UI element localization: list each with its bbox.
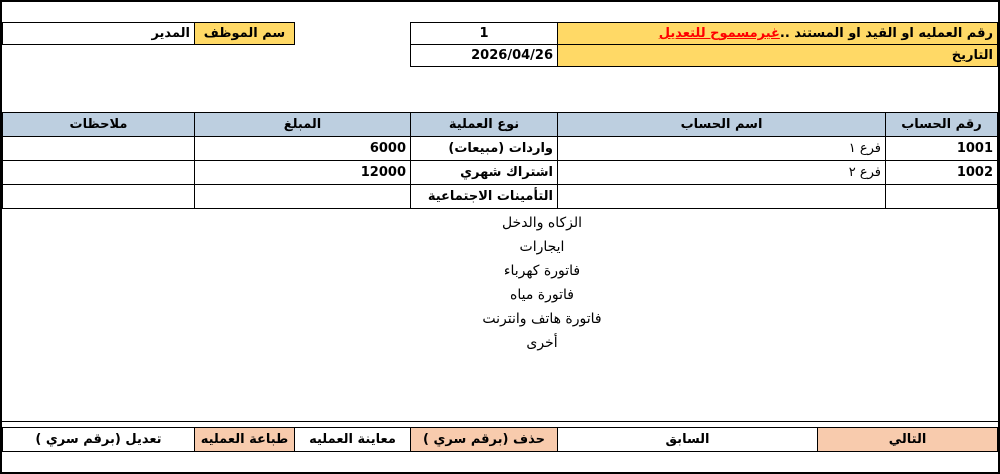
preview-button[interactable]: معاينة العمليه	[295, 428, 411, 452]
employee-name-label: سم الموظف	[195, 23, 295, 45]
operation-number-cell: 1	[411, 23, 558, 45]
previous-button[interactable]: السابق	[558, 428, 818, 452]
operation-type-cell[interactable]: واردات (مبيعات)	[411, 137, 558, 161]
amount-cell[interactable]	[195, 185, 411, 209]
operation-type-option[interactable]: فاتورة مياه	[510, 287, 574, 303]
list-box-bottom-border	[2, 421, 998, 422]
table-header-row	[3, 113, 998, 137]
amount-cell[interactable]: 12000	[195, 161, 411, 185]
operation-type-cell[interactable]: اشتراك شهري	[411, 161, 558, 185]
operation-type-option[interactable]: الزكاه والدخل	[501, 215, 583, 231]
manager-name-cell[interactable]: المدير	[3, 23, 195, 45]
account-number-cell[interactable]: 1002	[886, 161, 998, 185]
delete-button[interactable]: حذف (برقم سري )	[411, 428, 558, 452]
operation-number-label-text: رقم العمليه او القيد او المستند ..	[779, 26, 993, 41]
notes-cell[interactable]	[3, 137, 195, 161]
operation-type-cell[interactable]: التأمينات الاجتماعية	[411, 185, 558, 209]
next-button[interactable]: التالي	[818, 428, 998, 452]
header-operation-type: نوع العملية	[411, 113, 558, 137]
operation-type-option[interactable]: أخرى	[526, 335, 558, 351]
operation-type-option[interactable]: ايجارات	[519, 239, 565, 255]
operations-table	[2, 112, 998, 209]
account-name-cell[interactable]: فرع ١	[558, 137, 886, 161]
account-number-cell[interactable]	[886, 185, 998, 209]
operation-type-option[interactable]: فاتورة هاتف وانترنت	[482, 311, 602, 327]
table-row	[3, 185, 998, 209]
header-amount: المبلغ	[195, 113, 411, 137]
print-button[interactable]: طباعة العمليه	[195, 428, 295, 452]
amount-cell[interactable]: 6000	[195, 137, 411, 161]
notes-cell[interactable]	[3, 185, 195, 209]
header-account-number: رقم الحساب	[886, 113, 998, 137]
date-label: التاريخ	[558, 45, 998, 67]
employee-name-block	[2, 22, 295, 45]
table-row	[3, 161, 998, 185]
header-account-name: اسم الحساب	[558, 113, 886, 137]
operation-number-label	[558, 23, 998, 45]
edit-button[interactable]: تعديل (برقم سري )	[3, 428, 195, 452]
operation-type-list	[422, 211, 662, 355]
no-edit-warning: غيرمسموح للتعديل	[658, 26, 780, 41]
account-number-cell[interactable]: 1001	[886, 137, 998, 161]
operation-header-block	[410, 22, 998, 67]
operation-type-option[interactable]: فاتورة كهرباء	[503, 263, 581, 279]
header-notes: ملاحظات	[3, 113, 195, 137]
table-row	[3, 137, 998, 161]
action-buttons-row	[2, 427, 998, 452]
account-name-cell[interactable]	[558, 185, 886, 209]
notes-cell[interactable]	[3, 161, 195, 185]
account-name-cell[interactable]: فرع ٢	[558, 161, 886, 185]
date-cell[interactable]: 2026/04/26	[411, 45, 558, 67]
